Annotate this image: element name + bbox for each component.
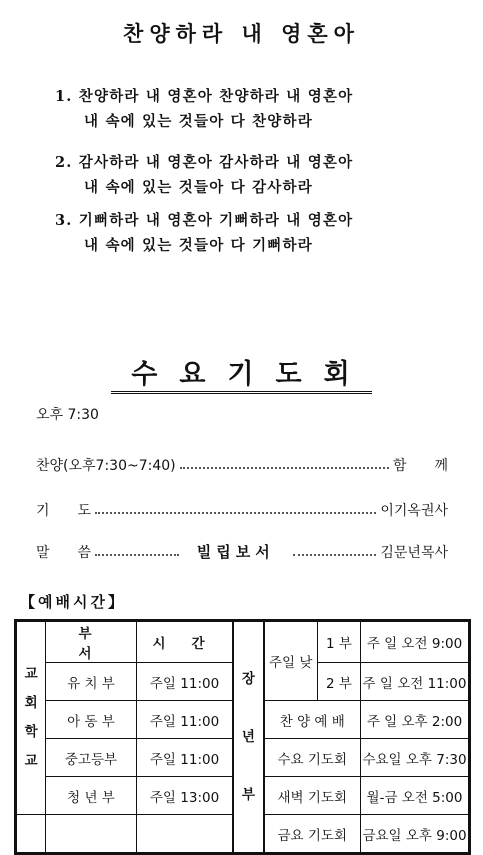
- order-leader: 이기옥권사: [380, 503, 448, 519]
- order-label: 기 도: [36, 503, 92, 519]
- order-label: 찬양(오후7:30~7:40): [36, 458, 176, 474]
- church-school-label: 교 회 학 교: [16, 621, 46, 815]
- order-leader: 함 께: [392, 458, 448, 474]
- service-title: [0, 352, 483, 391]
- verse-line: 내 속에 있는 것들아 다 찬양하라: [84, 113, 313, 130]
- school-empty-cell: [136, 815, 233, 854]
- adult-service-time: 금요일 오후 9:00: [361, 815, 470, 854]
- verse-line: 2. 감사하라 내 영혼아 감사하라 내 영혼아: [55, 154, 354, 171]
- adult-service-time: 월-금 오전 5:00: [361, 777, 470, 815]
- verse-line: 3. 기뻐하라 내 영혼아 기뻐하라 내 영혼아: [55, 212, 354, 229]
- verse-line: 내 속에 있는 것들아 다 기뻐하라: [84, 237, 313, 254]
- school-dept: 청 년 부: [46, 777, 137, 815]
- worship-schedule-table: [14, 619, 471, 855]
- service-time: 오후 7:30: [36, 407, 99, 423]
- sunday-day-label: 주일 낮: [264, 621, 318, 701]
- verse-2: [55, 151, 353, 197]
- school-empty-cell: [46, 815, 137, 854]
- order-leader: 김문년목사: [380, 544, 448, 561]
- verse-3: [55, 209, 353, 255]
- verse-1: [55, 85, 353, 131]
- adult-dept-label: 장 년 부: [233, 621, 263, 854]
- adult-service-name: 새벽 기도회: [264, 777, 361, 815]
- leader-dots: [293, 548, 377, 556]
- sermon-passage: 빌립보서: [196, 543, 275, 561]
- verse-line: 내 속에 있는 것들아 다 감사하라: [84, 179, 313, 196]
- school-time: 주일 11:00: [136, 739, 233, 777]
- sunday-time: 주 일 오전 9:00: [361, 621, 470, 663]
- order-row-praise: [36, 455, 448, 475]
- school-time: 주일 11:00: [136, 701, 233, 739]
- school-dept: 아 동 부: [46, 701, 137, 739]
- sunday-time: 주 일 오전 11:00: [361, 663, 470, 701]
- school-dept: 유 치 부: [46, 663, 137, 701]
- leader-dots: [95, 506, 376, 514]
- schedule-heading: 【예배시간】: [20, 593, 126, 611]
- order-label: 말 씀: [36, 544, 92, 561]
- school-empty-cell: [16, 815, 46, 854]
- col-header-time: 시간: [136, 621, 233, 663]
- sunday-part: 1 부: [317, 621, 360, 663]
- school-time: 주일 11:00: [136, 663, 233, 701]
- col-header-dept: 부서: [46, 621, 137, 663]
- adult-service-name: 금요 기도회: [264, 815, 361, 854]
- adult-service-time: 수요일 오후 7:30: [361, 739, 470, 777]
- school-time: 주일 13:00: [136, 777, 233, 815]
- sunday-part: 2 부: [317, 663, 360, 701]
- adult-service-name: 찬 양 예 배: [264, 701, 361, 739]
- school-dept: 중고등부: [46, 739, 137, 777]
- leader-dots: [95, 548, 179, 556]
- order-row-prayer: [36, 500, 448, 520]
- song-title: 찬양하라 내 영혼아: [123, 21, 360, 46]
- adult-service-name: 수요 기도회: [264, 739, 361, 777]
- service-title-text: 수요기도회: [111, 359, 371, 394]
- verse-line: 1. 찬양하라 내 영혼아 찬양하라 내 영혼아: [55, 88, 354, 105]
- leader-dots: [180, 461, 389, 469]
- adult-service-time: 주 일 오후 2:00: [361, 701, 470, 739]
- order-row-sermon: [36, 541, 448, 562]
